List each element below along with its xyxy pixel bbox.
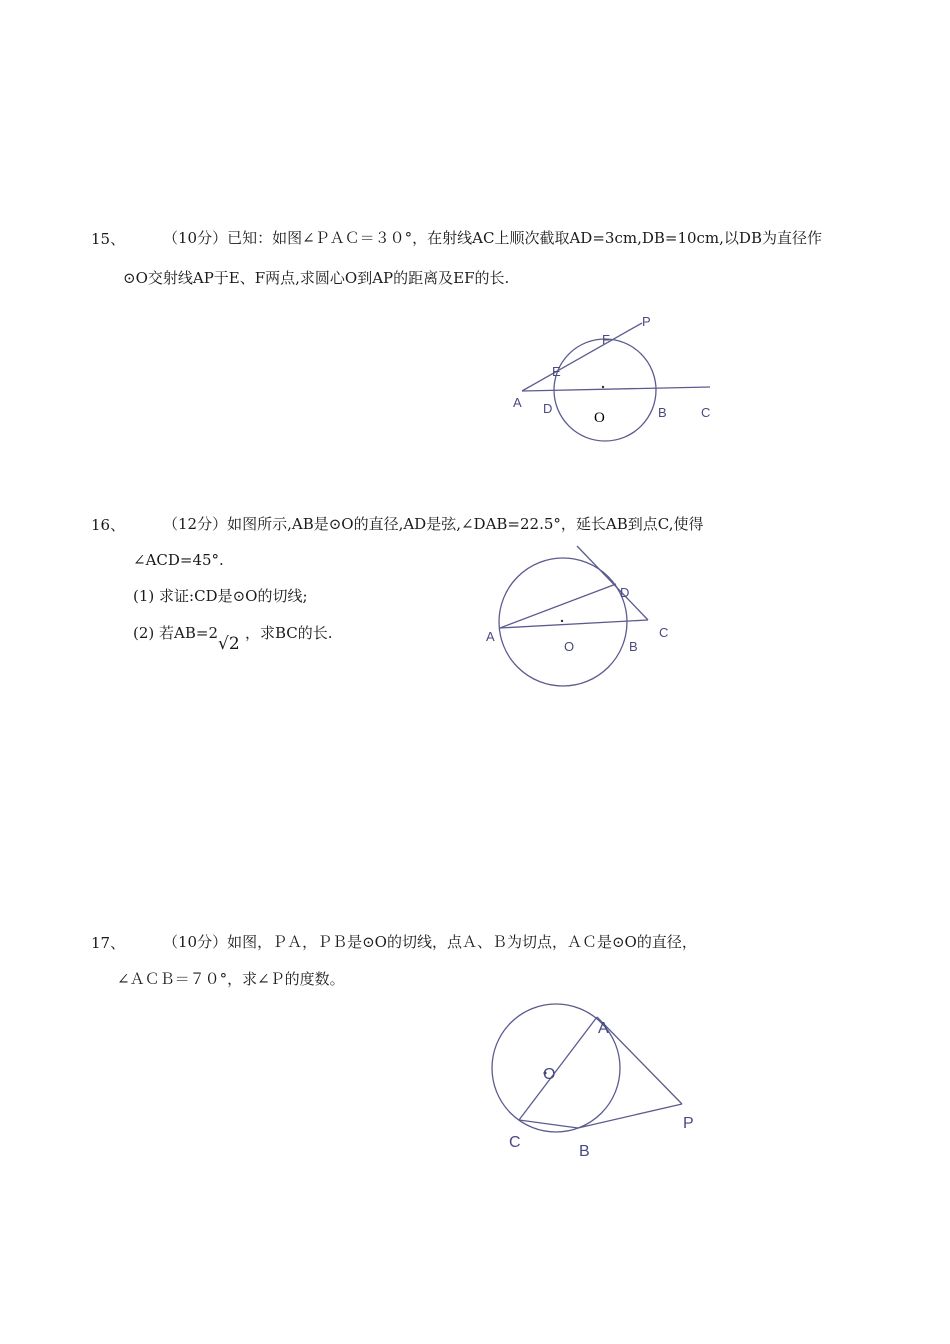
label-d: D bbox=[543, 401, 553, 416]
label-b: B bbox=[579, 1143, 590, 1160]
label-f: F bbox=[602, 332, 610, 347]
problem-16-number: 16、 bbox=[91, 516, 126, 534]
center-dot bbox=[561, 620, 563, 622]
chord-cb bbox=[519, 1120, 578, 1128]
problem-15-figure bbox=[500, 310, 760, 450]
problem-15-number: 15、 bbox=[91, 230, 126, 248]
sqrt-two: √2 bbox=[218, 634, 240, 654]
label-c: C bbox=[659, 625, 669, 640]
label-b: B bbox=[658, 405, 667, 420]
label-o: O bbox=[543, 1066, 556, 1083]
problem-16-part1: (1) 求证:CD是⊙O的切线; bbox=[133, 587, 308, 605]
label-d: D bbox=[620, 585, 630, 600]
label-c: C bbox=[701, 405, 711, 420]
label-o: O bbox=[564, 639, 575, 654]
line-ac bbox=[500, 620, 648, 628]
problem-17-number: 17、 bbox=[91, 934, 126, 952]
tangent-cd bbox=[577, 546, 648, 620]
problem-17-line1: （10分）如图，ＰＡ，ＰＢ是⊙O的切线，点Ａ、Ｂ为切点，ＡＣ是⊙O的直径， bbox=[163, 933, 697, 951]
problem-16-part2-prefix: (2) 若AB=2 bbox=[133, 624, 218, 642]
problem-16-part2-suffix: ，求BC的长. bbox=[245, 624, 333, 642]
label-p: P bbox=[642, 314, 651, 329]
problem-15-line2: ⊙O交射线AP于E、F两点,求圆心O到AP的距离及EF的长. bbox=[123, 269, 510, 287]
problem-16-line1: （12分）如图所示,AB是⊙O的直径,AD是弦,∠DAB=22.5°，延长AB到点C,使得 bbox=[163, 515, 704, 533]
label-b: B bbox=[629, 639, 638, 654]
label-a: A bbox=[598, 1020, 609, 1037]
ray-ac bbox=[522, 387, 710, 391]
problem-16-line2: ∠ACD=45°. bbox=[133, 551, 224, 569]
chord-ad bbox=[500, 584, 616, 628]
problem-15-line1: （10分）已知：如图∠ＰＡＣ＝３０°，在射线AC上顺次截取AD=3cm,DB=10cm,以DB为直径作 bbox=[163, 229, 822, 247]
diameter-ac bbox=[519, 1017, 597, 1120]
label-a: A bbox=[513, 395, 522, 410]
label-p: P bbox=[683, 1115, 694, 1132]
label-e: E bbox=[552, 364, 561, 379]
label-o: O bbox=[594, 410, 605, 426]
tangent-pa bbox=[597, 1017, 682, 1104]
tangent-pb bbox=[578, 1104, 682, 1128]
problem-17-line2: ∠ＡＣＢ＝７０°，求∠Ｐ的度数。 bbox=[117, 970, 345, 988]
label-c: C bbox=[509, 1134, 521, 1151]
problem-16-figure bbox=[480, 542, 700, 692]
ray-ap bbox=[522, 323, 642, 391]
label-a: A bbox=[486, 629, 495, 644]
center-dot bbox=[602, 386, 604, 388]
problem-17-figure bbox=[480, 1000, 700, 1165]
